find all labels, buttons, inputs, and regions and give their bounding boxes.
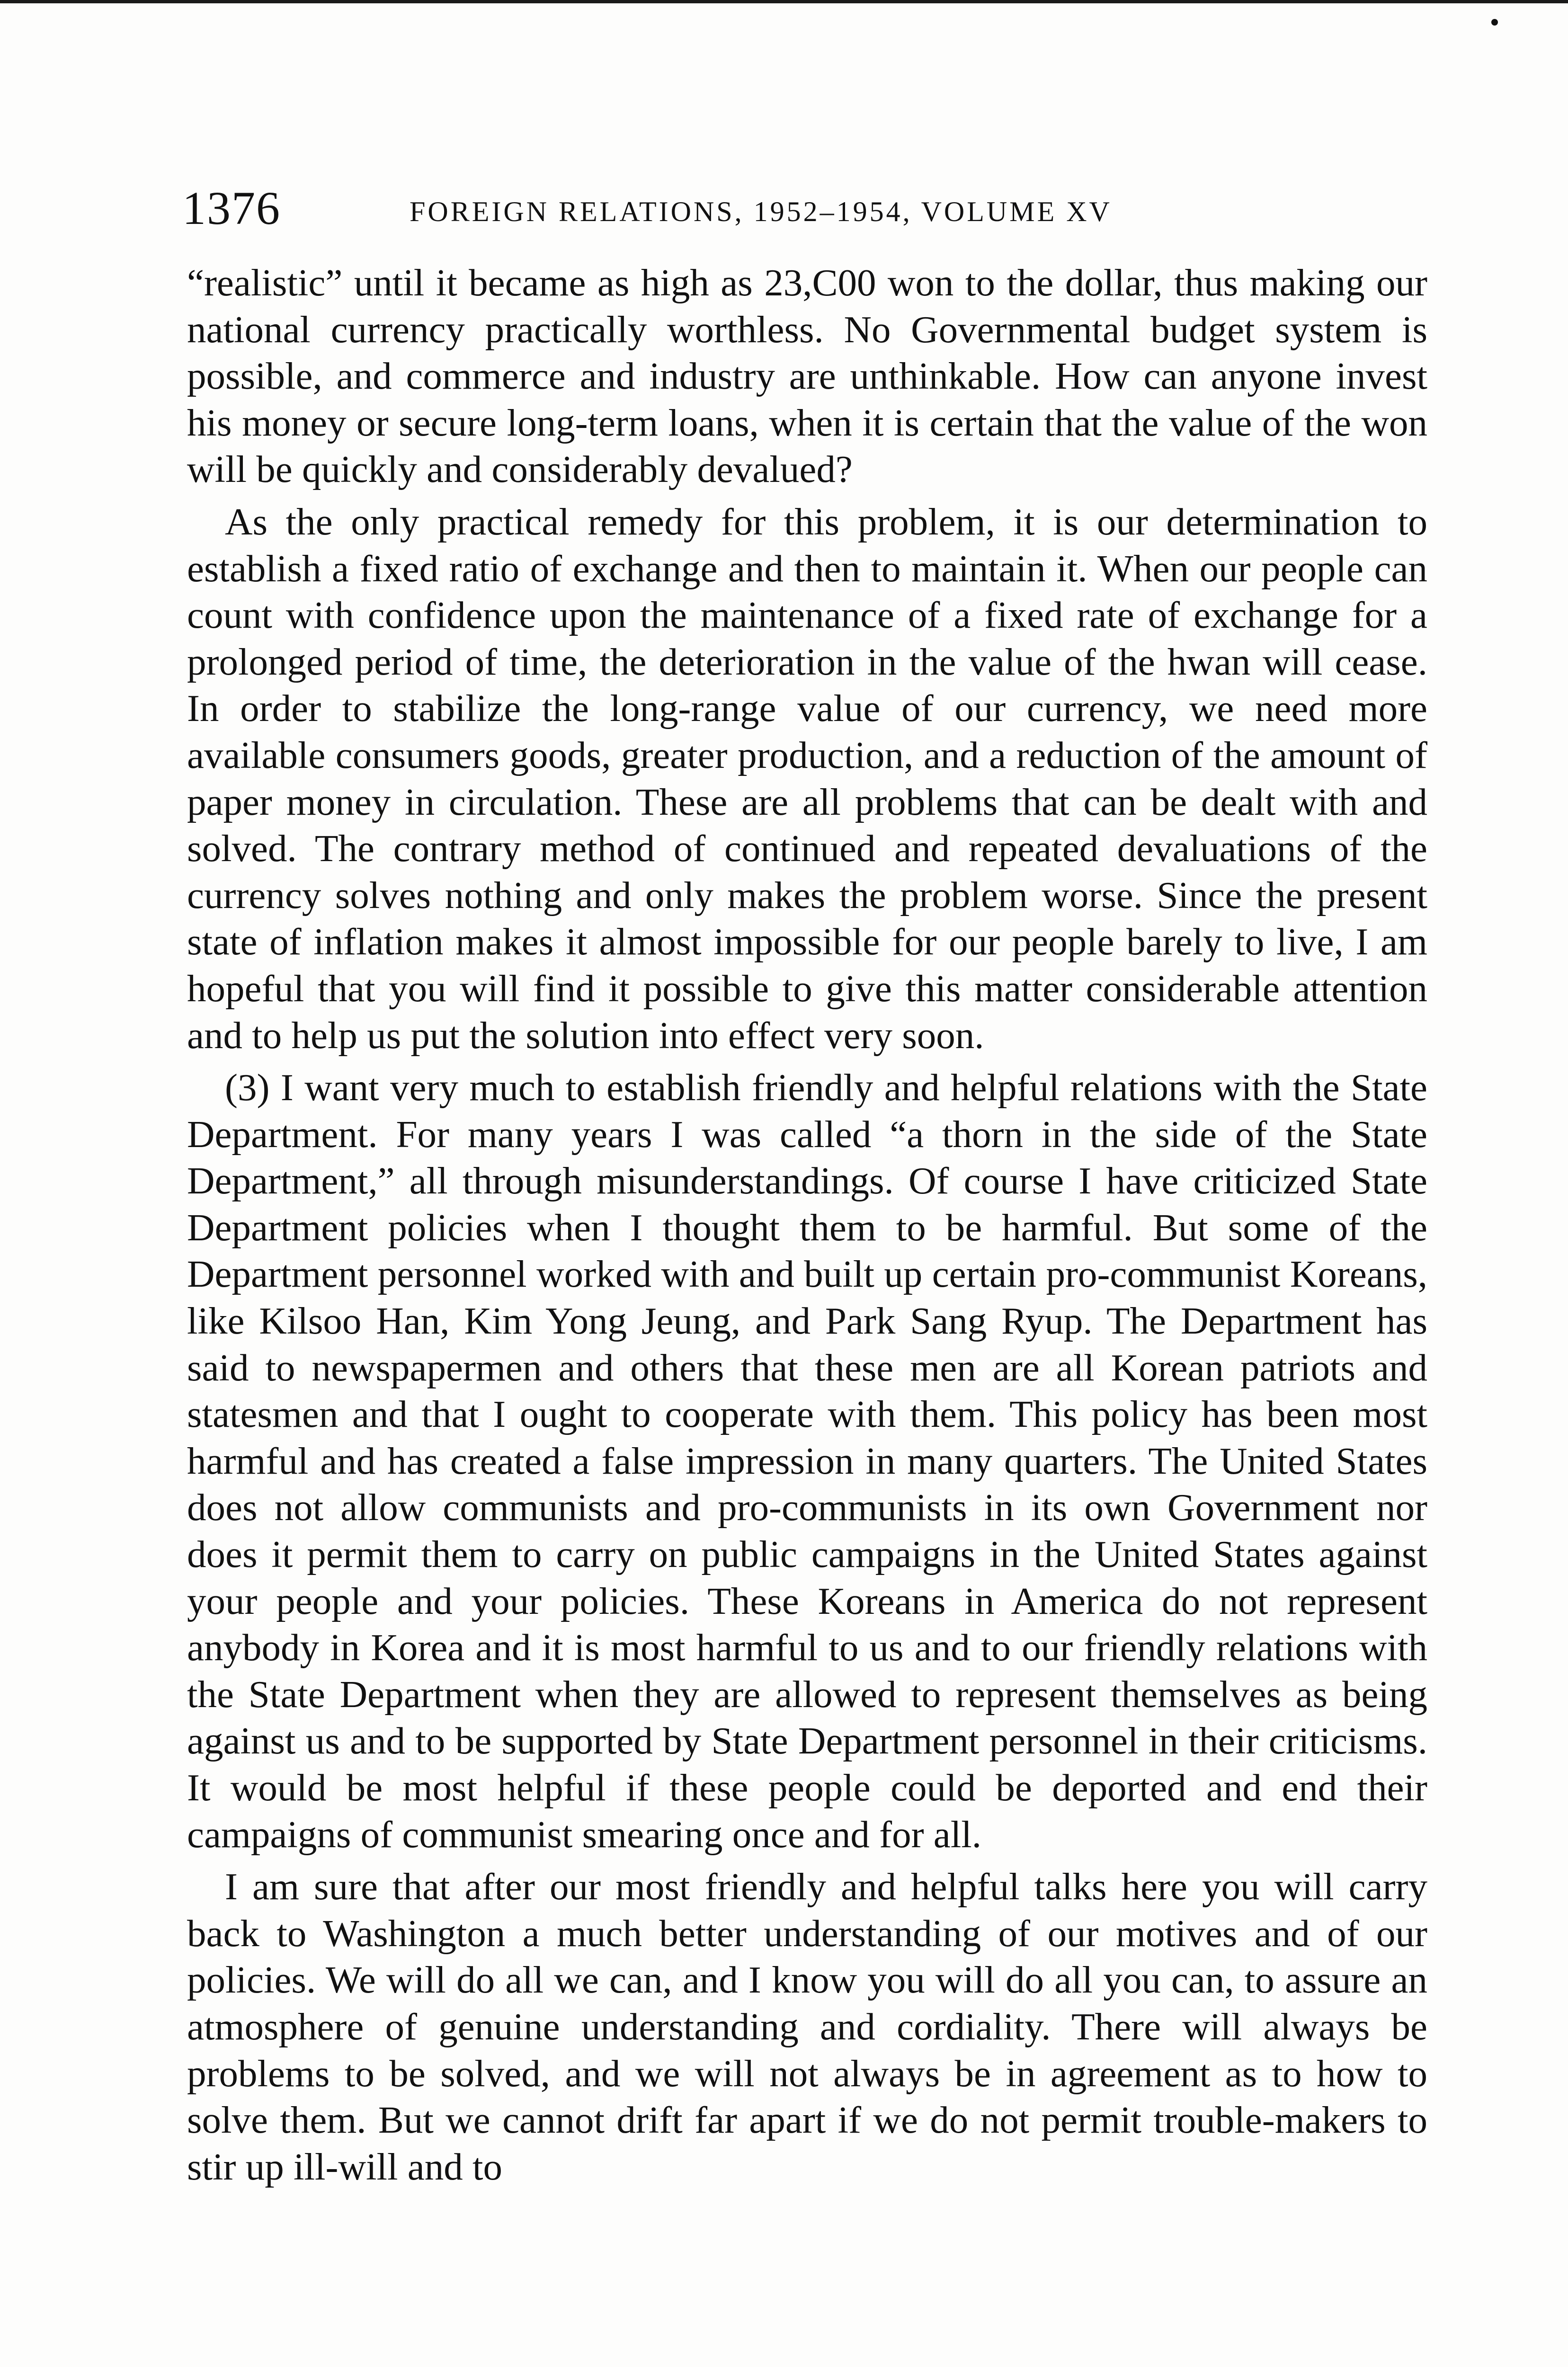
running-header xyxy=(182,180,1461,237)
scan-speck xyxy=(1491,19,1498,26)
header-title: FOREIGN RELATIONS, 1952–1954, VOLUME XV xyxy=(410,196,1112,227)
paragraph-continuation: “realistic” until it became as high as 23,C00 won to the dollar, thus making our national currency practically worthless. No Governmental budget system is possible, and commerce and industry are unthinkable. How can anyone invest his money or secure long-term loans, when it is certain that the value of the won will be quickly and considerably devalued? xyxy=(187,261,1427,491)
scan-edge-rule xyxy=(0,0,1568,3)
paragraph-closing: I am sure that after our most friendly and helpful talks here you will carry back to Washington a much better understanding of our motives and of our policies. We will do all we can, and I know you will do all you can, to assure an atmosphere of genuine understanding and cordiality. There will always be problems to be solved, and we will not always be in agreement as to how to solve them. But we cannot drift far apart if we do not permit trouble-makers to stir up ill-will and to xyxy=(187,1865,1427,2188)
body-text xyxy=(187,259,1427,2190)
paragraph-exchange-ratio: As the only practical remedy for this problem, it is our determination to establish a fixed ratio of exchange and then to maintain it. When our people can count with confidence upon the maintenance of a fixed rate of exchange for a prolonged period of time, the deterioration in the value of the hwan will cease. In order to stabilize the long-range value of our currency, we need more available consumers goods, greater production, and a reduction of the amount of paper money in circulation. These are all problems that can be dealt with and solved. The contrary method of continued and repeated devaluations of the currency solves nothing and only makes the problem worse. Since the present state of inflation makes it almost impossible for our people barely to live, I am hopeful that you will find it possible to give this matter considerable attention and to help us put the solution into effect very soon. xyxy=(187,500,1427,1057)
paragraph-state-department: (3) I want very much to establish friendly and helpful relations with the State Department. For many years I was called “a thorn in the side of the State Department,” all through misunderstandings. Of course I have criticized State Department policies when I thought them to be harmful. But some of the Department personnel worked with and built up certain pro-communist Koreans, like Kilsoo Han, Kim Yong Jeung, and Park Sang Ryup. The Department has said to newspapermen and others that these men are all Korean patriots and statesmen and that I ought to cooperate with them. This policy has been most harmful and has created a false impression in many quarters. The United States does not allow communists and pro-communists in its own Government nor does it permit them to carry on public campaigns in the United States against your people and your policies. These Koreans in America do not represent anybody in Korea and it is most harmful to us and to our friendly relations with the State Department when they are allowed to represent themselves as being against us and to be supported by State Department personnel in their criticisms. It would be most helpful if these people could be deported and end their campaigns of communist smearing once and for all. xyxy=(187,1066,1427,1856)
page-number: 1376 xyxy=(182,182,281,234)
